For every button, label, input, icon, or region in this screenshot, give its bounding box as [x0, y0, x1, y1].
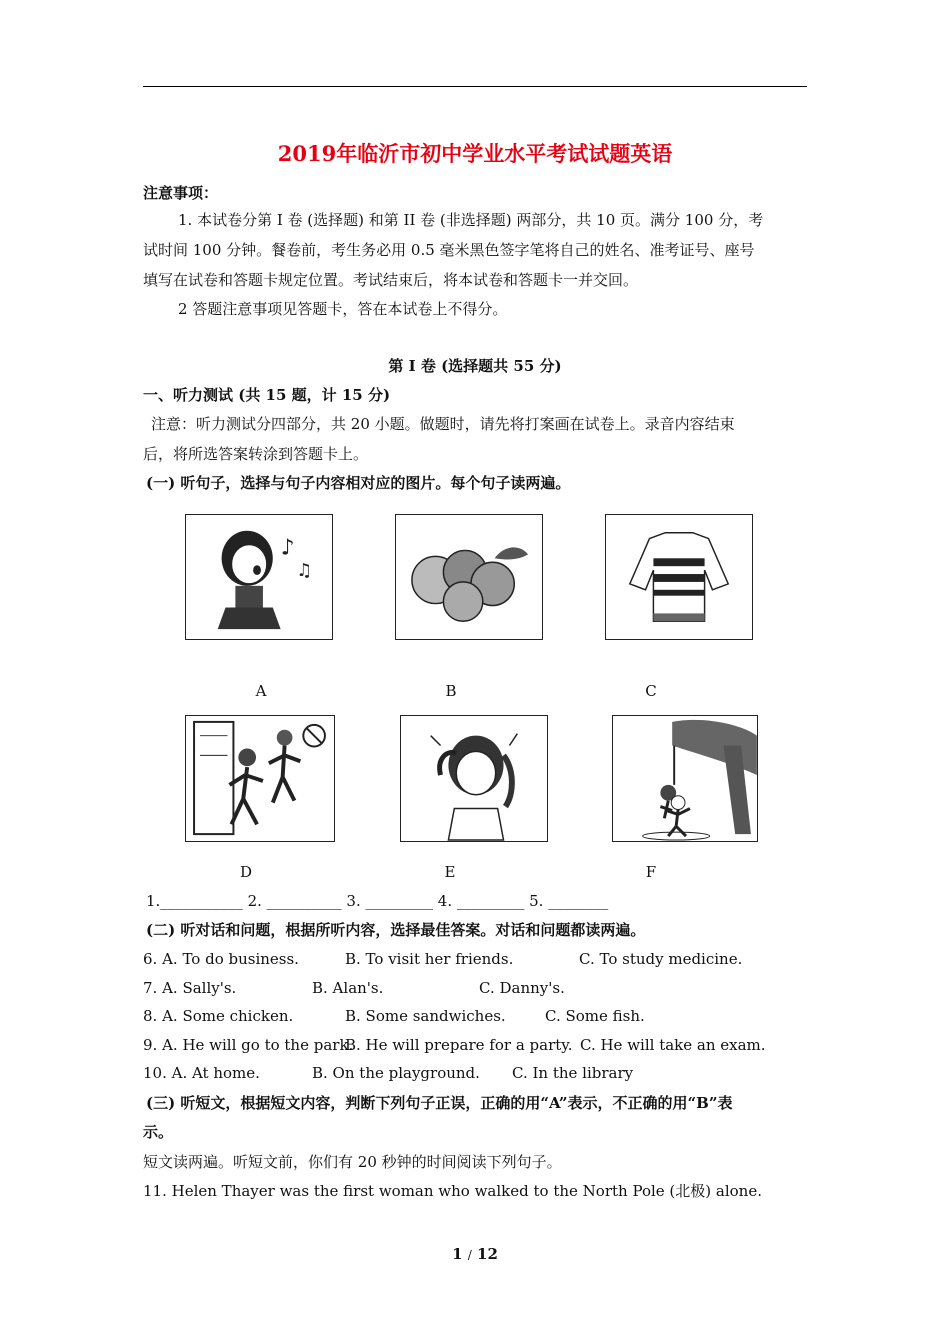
- q6-option-b[interactable]: B. To visit her friends.: [345, 950, 514, 968]
- subsection-2-title: (二) 听对话和问题，根据所听内容，选择最佳答案。对话和问题都读两遍。: [146, 921, 646, 939]
- picture-label-d: D: [239, 863, 253, 881]
- question-11: 11. Helen Thayer was the first woman who walked to the North Pole (北极) alone.: [143, 1182, 762, 1200]
- subsection-3-note: 短文读两遍。听短文前，你们有 20 秒钟的时间阅读下列句子。: [143, 1153, 562, 1171]
- q10-option-c[interactable]: C. In the library: [512, 1064, 634, 1082]
- svg-text:♫: ♫: [296, 561, 313, 582]
- picture-d: [185, 715, 335, 842]
- picture-a: [185, 514, 333, 640]
- picture-label-e: E: [444, 863, 456, 881]
- sweater-icon: [606, 515, 752, 639]
- q10-option-a[interactable]: 10. A. At home.: [143, 1064, 260, 1082]
- q7-option-a[interactable]: 7. A. Sally's.: [143, 979, 237, 997]
- notice-p1-line1: 1. 本试卷分第 I 卷 (选择题) 和第 II 卷 (非选择题) 两部分，共 10 页。满分 100 分，考: [178, 211, 764, 229]
- notice-p1-line2: 试时间 100 分钟。餐卷前，考生务必用 0.5 毫米黑色签字笔将自己的姓名、准考证号、座号: [143, 241, 755, 259]
- picture-f: [612, 715, 758, 842]
- notice-p1-line3: 填写在试卷和答题卡规定位置。考试结束后，将本试卷和答题卡一并交回。: [143, 271, 639, 289]
- q9-option-c[interactable]: C. He will take an exam.: [580, 1036, 766, 1054]
- q8-option-c[interactable]: C. Some fish.: [545, 1007, 645, 1025]
- total-pages: 12: [477, 1245, 498, 1263]
- listening-note-line1: 注意：听力测试分四部分，共 20 小题。做题时，请先将打案画在试卷上。录音内容结束: [151, 415, 735, 433]
- picture-c: [605, 514, 753, 640]
- answer-blanks: 1.___________ 2. __________ 3. _________ 4. _________ 5. ________: [146, 892, 609, 910]
- picture-label-b: B: [445, 682, 457, 700]
- subsection-3-title-line1: (三) 听短文，根据短文内容，判断下列句子正误，正确的用“A”表示，不正确的用“B”表: [146, 1094, 733, 1112]
- singing-girl-icon: [186, 515, 332, 639]
- picture-e: [400, 715, 548, 842]
- q7-option-c[interactable]: C. Danny's.: [479, 979, 565, 997]
- current-page: 1: [452, 1245, 463, 1263]
- notice-p2: 2 答题注意事项见答题卡，答在本试卷上不得分。: [178, 300, 508, 318]
- q8-option-a[interactable]: 8. A. Some chicken.: [143, 1007, 294, 1025]
- page-title: 2019年临沂市初中学业水平考试试题英语: [277, 141, 673, 166]
- q8-option-b[interactable]: B. Some sandwiches.: [345, 1007, 506, 1025]
- headache-girl-icon: [401, 716, 547, 841]
- picture-label-c: C: [645, 682, 657, 700]
- listening-section-title: 一、听力测试 (共 15 题，计 15 分): [143, 386, 391, 404]
- q9-option-a[interactable]: 9. A. He will go to the park.: [143, 1036, 354, 1054]
- part1-heading: 第 I 卷 (选择题共 55 分): [388, 357, 562, 375]
- top-rule: [143, 86, 807, 87]
- listening-note-line2: 后，将所选答案转涂到答题卡上。: [143, 445, 369, 463]
- picture-b: [395, 514, 543, 640]
- q6-option-a[interactable]: 6. A. To do business.: [143, 950, 299, 968]
- q7-option-b[interactable]: B. Alan's.: [312, 979, 384, 997]
- picture-label-a: A: [255, 682, 267, 700]
- picture-label-f: F: [645, 863, 657, 881]
- notice-heading: 注意事项：: [143, 184, 219, 202]
- running-boys-icon: [186, 716, 334, 841]
- page-separator: /: [467, 1248, 472, 1262]
- subsection-1-title: (一) 听句子，选择与句子内容相对应的图片。每个句子读两遍。: [146, 474, 571, 492]
- page-number: [0, 1245, 950, 1263]
- subsection-3-title-line2: 示。: [143, 1123, 174, 1141]
- svg-text:♪: ♪: [280, 535, 295, 561]
- fruit-icon: [396, 515, 542, 639]
- q6-option-c[interactable]: C. To study medicine.: [579, 950, 743, 968]
- monkey-tree-icon: [613, 716, 757, 841]
- q10-option-b[interactable]: B. On the playground.: [312, 1064, 480, 1082]
- q9-option-b[interactable]: B. He will prepare for a party.: [345, 1036, 573, 1054]
